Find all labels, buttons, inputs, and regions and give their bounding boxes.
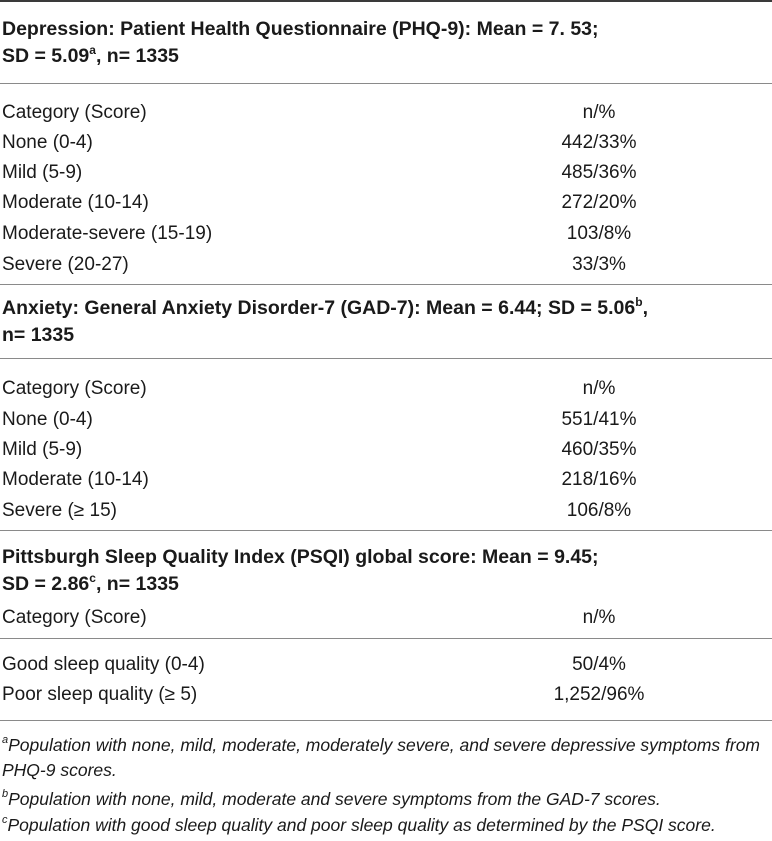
depression-divider [0,83,772,84]
psqi-header-category: Category (Score) [2,607,147,628]
psqi-header-value: n/% [582,607,616,628]
table-row-value: 106/8% [566,500,632,521]
footnote-c [2,813,770,838]
anxiety-divider [0,358,772,359]
footnote-b [2,787,770,812]
depression-title-n: , n= 1335 [95,45,179,67]
depression-title-line1: Depression: Patient Health Questionnaire (PHQ-9): Mean = 7. 53; [2,18,599,40]
table-row-value: 33/3% [572,254,626,275]
anxiety-title-comma: , [642,297,649,319]
psqi-title-line1: Pittsburgh Sleep Quality Index (PSQI) global score: Mean = 9.45; [2,546,599,568]
depression-header-value: n/% [582,102,616,123]
footnote-c-mark: c [2,814,8,827]
depression-footnote-mark: a [89,42,96,57]
table-row-value: 485/36% [561,162,637,183]
section-divider [0,530,772,531]
psqi-title-n: , n= 1335 [95,573,179,595]
psqi-footnote-mark: c [89,570,96,585]
table-row-category: None (0-4) [2,409,93,430]
depression-title-line2: SD = 5.09 [2,45,90,67]
footnote-c-text: Population with good sleep quality and poor sleep quality as determined by the PSQI score. [7,815,716,835]
table-row-value: 103/8% [566,223,632,244]
psqi-title-line2: SD = 2.86 [2,573,90,595]
table-row-category: Good sleep quality (0-4) [2,654,205,675]
footnote-b-text: Population with none, mild, moderate and severe symptoms from the GAD-7 scores. [8,789,661,809]
table-top-rule [0,0,772,2]
table-row-value: 218/16% [561,469,637,490]
depression-header-category: Category (Score) [2,102,147,123]
anxiety-header-value: n/% [582,378,616,399]
table-row-category: Poor sleep quality (≥ 5) [2,684,198,705]
depression-section-title [2,16,599,70]
table-row-value: 551/41% [561,409,637,430]
psqi-section-title [2,544,599,598]
table-row-category: Moderate (10-14) [2,469,149,490]
table-row-value: 1,252/96% [553,684,645,705]
table-row-value: 272/20% [561,192,637,213]
anxiety-header-category: Category (Score) [2,378,147,399]
footnote-a-text: Population with none, mild, moderate, moderately severe, and severe depressive symptoms from PHQ-9 scores. [2,735,761,780]
anxiety-title-n: n= 1335 [2,324,75,346]
table-row-value: 50/4% [572,654,626,675]
anxiety-footnote-mark: b [635,294,643,309]
anxiety-section-title [2,295,648,349]
anxiety-title-line1: Anxiety: General Anxiety Disorder-7 (GAD-7): Mean = 6.44; SD = 5.06 [2,297,636,319]
table-row-category: Moderate-severe (15-19) [2,223,213,244]
table-row-category: Severe (≥ 15) [2,500,117,521]
table-row-category: Moderate (10-14) [2,192,149,213]
table-row-value: 460/35% [561,439,637,460]
table-row-category: Severe (20-27) [2,254,129,275]
footnotes-divider [0,720,772,721]
table-row-category: Mild (5-9) [2,439,83,460]
footnote-b-mark: b [2,788,9,801]
footnote-a-mark: a [2,734,9,747]
section-divider [0,284,772,285]
table-row-value: 442/33% [561,132,637,153]
table-row-category: None (0-4) [2,132,93,153]
footnote-a [2,733,770,783]
table-row-category: Mild (5-9) [2,162,83,183]
psqi-divider [0,638,772,639]
